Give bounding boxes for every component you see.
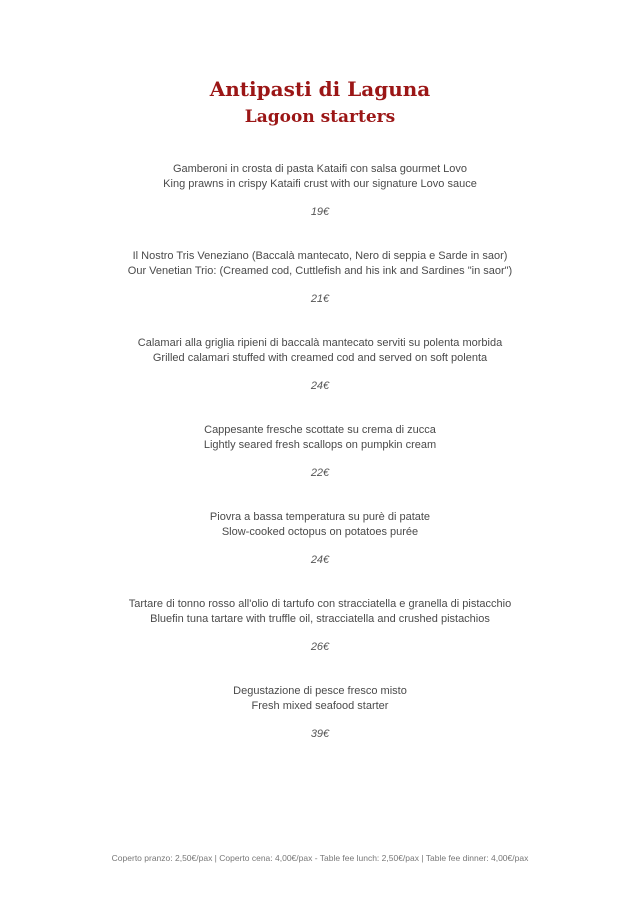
menu-item [0,336,640,423]
item-name-english: Lightly seared fresh scallops on pumpkin cream [203,439,437,451]
item-name-english: Grilled calamari stuffed with creamed cod and served on soft polenta [152,352,488,364]
item-name-italian: Piovra a bassa temperatura su purè di patate [209,511,431,523]
item-name-italian: Tartare di tonno rosso all'olio di tartufo con stracciatella e granella di pistacchio [128,598,512,610]
item-price: 24€ [310,380,330,392]
menu-list [0,162,640,771]
menu-item [0,162,640,249]
menu-item [0,423,640,510]
page-title: Antipasti di Laguna [209,77,431,101]
cover-charge-note: Coperto pranzo: 2,50€/pax | Coperto cena: 4,00€/pax - Table fee lunch: 2,50€/pax | Table fee dinner: 4,00€/pax [111,853,529,863]
item-name-english: King prawns in crispy Kataifi crust with our signature Lovo sauce [163,178,477,190]
item-name-english: Bluefin tuna tartare with truffle oil, stracciatella and crushed pistachios [150,613,490,625]
item-name-english: Fresh mixed seafood starter [251,700,389,712]
item-name-italian: Il Nostro Tris Veneziano (Baccalà mantecato, Nero di seppia e Sarde in saor) [132,250,508,262]
menu-item [0,684,640,771]
item-price: 21€ [310,293,330,305]
item-name-italian: Calamari alla griglia ripieni di baccalà mantecato serviti su polenta morbida [137,337,503,349]
item-name-italian: Cappesante fresche scottate su crema di zucca [204,424,436,436]
item-price: 22€ [310,467,330,479]
menu-item [0,510,640,597]
menu-item [0,597,640,684]
menu-item [0,249,640,336]
item-price: 26€ [310,641,330,653]
item-name-english: Slow-cooked octopus on potatoes purée [221,526,419,538]
item-name-italian: Degustazione di pesce fresco misto [233,685,407,697]
item-price: 39€ [310,728,330,740]
item-price: 19€ [310,206,330,218]
item-price: 24€ [310,554,330,566]
page-subtitle: Lagoon starters [244,107,396,127]
item-name-italian: Gamberoni in crosta di pasta Kataifi con salsa gourmet Lovo [172,163,468,175]
item-name-english: Our Venetian Trio: (Creamed cod, Cuttlefish and his ink and Sardines "in saor") [127,265,513,277]
